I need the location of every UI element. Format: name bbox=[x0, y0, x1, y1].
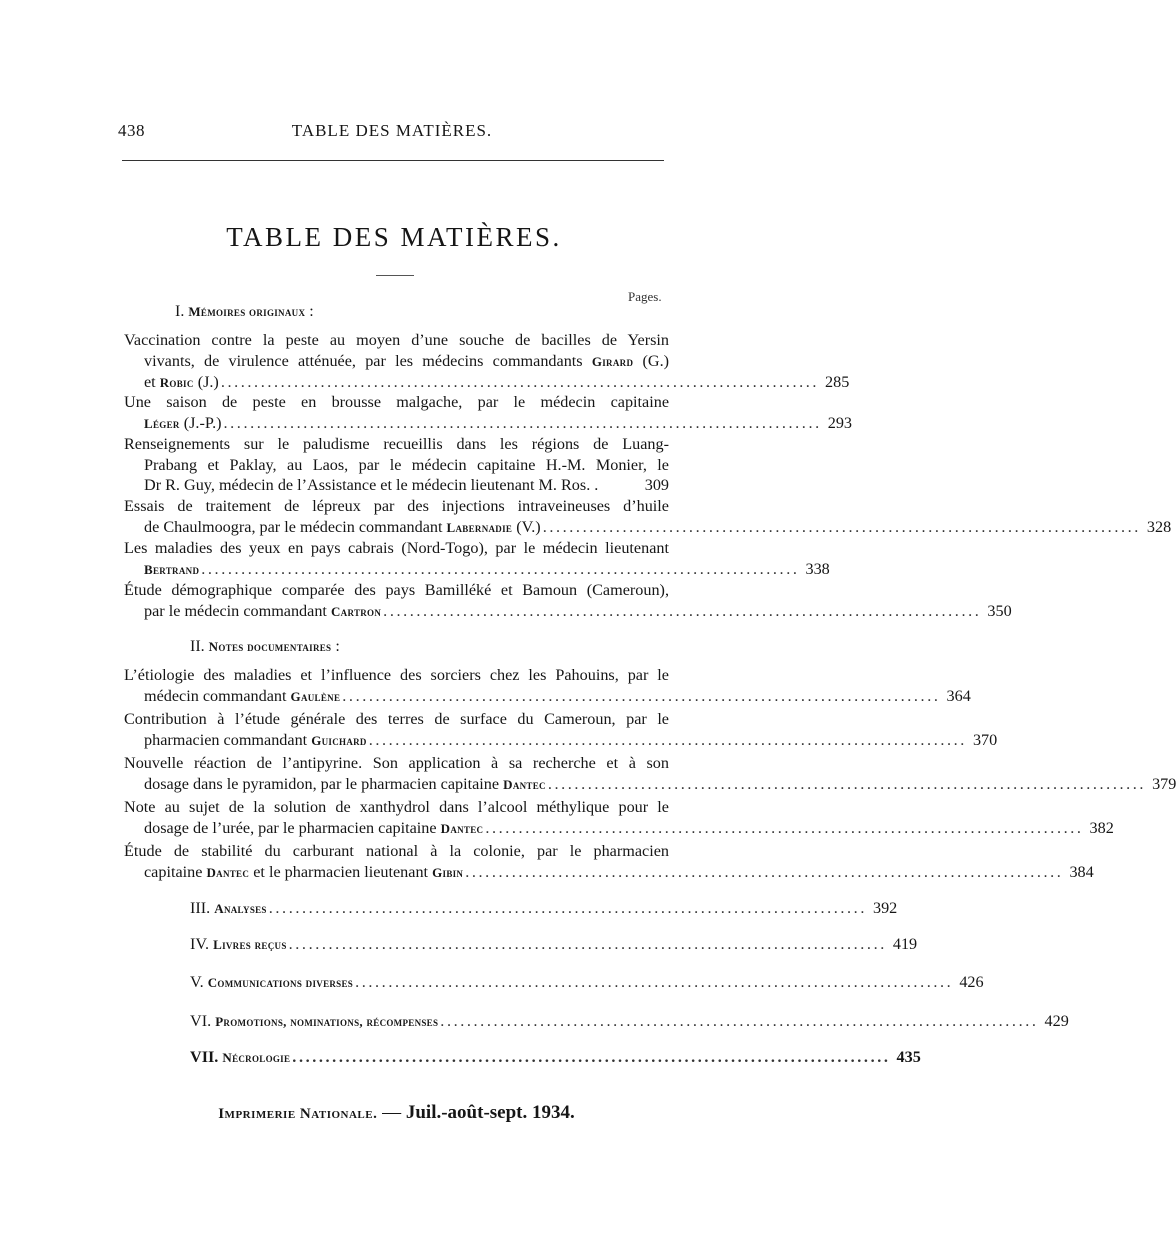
header-rule bbox=[122, 160, 664, 161]
leader-dots: .......................................................................................... bbox=[542, 517, 1141, 536]
section-label: Analyses bbox=[214, 901, 267, 916]
entry-line: vivants, de virulence atténuée, par les médecins commandants Girard (G.) bbox=[144, 351, 670, 370]
entry-page: 285 bbox=[825, 373, 850, 392]
toc-entry bbox=[124, 797, 1114, 839]
toc-section-analyses bbox=[190, 899, 898, 918]
entry-page: 435 bbox=[896, 1048, 921, 1066]
entry-line: dosage de l’urée, par le pharmacien capitaine Dantec .......................................................................................... 382 bbox=[144, 818, 1114, 837]
leader-dots: .......................................................................................... bbox=[223, 413, 822, 432]
toc-section-promotions bbox=[190, 1012, 1069, 1031]
entry-line: L’étiologie des maladies et l’influence des sorciers chez les Pahouins, par le bbox=[124, 666, 669, 684]
leader-dots: .......................................................................................... bbox=[220, 373, 820, 392]
section-numeral: VII. bbox=[190, 1048, 219, 1066]
section-numeral: V. bbox=[190, 973, 204, 991]
running-title: TABLE DES MATIÈRES. bbox=[291, 121, 493, 140]
leader-dots: .......................................................................................... bbox=[368, 730, 967, 749]
imprint-line bbox=[124, 1102, 669, 1124]
entry-line: et Robic (J.) .......................................................................................... 285 bbox=[144, 373, 850, 392]
section-colon: : bbox=[335, 638, 340, 655]
section-numeral: II. bbox=[190, 638, 205, 655]
page-title: TABLE DES MATIÈRES. bbox=[226, 222, 562, 252]
toc-entry bbox=[124, 753, 1176, 795]
entry-line: Une saison de peste en brousse malgache, par le médecin capitaine bbox=[124, 393, 669, 411]
leader-dots: .......................................................................................... bbox=[288, 935, 887, 953]
section-numeral: IV. bbox=[190, 935, 210, 953]
entry-line: Dr R. Guy, médecin de l’Assistance et le médecin lieutenant M. Ros. . 309 bbox=[144, 476, 669, 495]
toc-section-necrologie bbox=[190, 1048, 921, 1067]
section-numeral: III. bbox=[190, 899, 211, 917]
leader-dots: .......................................................................................... bbox=[547, 774, 1147, 793]
author-name: Dantec bbox=[503, 776, 546, 792]
author-name: Dantec bbox=[206, 864, 250, 880]
title-rule bbox=[376, 275, 414, 276]
entry-line: Vaccination contre la peste au moyen d’une souche de bacilles de Yersin bbox=[124, 331, 669, 349]
author-name: Dantec bbox=[440, 820, 484, 836]
leader-dots: .......................................................................................... bbox=[383, 601, 982, 620]
entry-line: Essais de traitement de lépreux par des injections intraveineuses d’huile bbox=[124, 497, 669, 515]
section-colon: : bbox=[309, 303, 314, 320]
toc-entry bbox=[124, 709, 998, 751]
entry-page: 350 bbox=[987, 601, 1012, 620]
entry-line: médecin commandant Gaulène .......................................................................................... 364 bbox=[144, 686, 971, 705]
entry-page: 392 bbox=[872, 899, 898, 917]
entry-line: Les maladies des yeux en pays cabrais (Nord-Togo), par le médecin lieutenant bbox=[124, 539, 669, 557]
imprint-dash: — bbox=[382, 1102, 402, 1123]
section-heading-memoires bbox=[175, 303, 314, 321]
entry-page: 338 bbox=[805, 559, 830, 578]
toc-entry bbox=[124, 434, 669, 496]
imprint-date: Juil.-août-sept. 1934. bbox=[405, 1102, 575, 1123]
toc-entry bbox=[124, 580, 1012, 622]
entry-line bbox=[124, 559, 830, 581]
toc-entry bbox=[124, 538, 830, 580]
section-numeral: I. bbox=[175, 303, 185, 320]
page-number: 438 bbox=[118, 121, 145, 140]
section-label: Nécrologie bbox=[222, 1050, 291, 1065]
entry-page: 429 bbox=[1044, 1012, 1069, 1030]
entry-line: Étude de stabilité du carburant national à la colonie, par le pharmacien bbox=[124, 842, 669, 860]
entry-line: Léger (J.-P.) .......................................................................................... 293 bbox=[144, 413, 853, 432]
section-label: Promotions, nominations, récompenses bbox=[215, 1014, 439, 1029]
entry-page: 382 bbox=[1089, 818, 1114, 837]
author-name: Robic bbox=[159, 375, 194, 391]
entry-line: Contribution à l’étude générale des terres de surface du Cameroun, par le bbox=[124, 710, 669, 728]
running-header bbox=[118, 121, 666, 141]
section-label: Mémoires originaux bbox=[188, 304, 306, 319]
entry-line: pharmacien commandant Guichard .......................................................................................... 370 bbox=[144, 730, 998, 749]
author-name: Labernadie bbox=[446, 519, 513, 535]
entry-line: Prabang et Paklay, au Laos, par le médecin capitaine H.-M. Monier, le bbox=[144, 455, 669, 474]
leader-dots: .......................................................................................... bbox=[292, 1048, 891, 1066]
pages-column-label: Pages. bbox=[628, 289, 662, 304]
section-label: Livres reçus bbox=[213, 937, 287, 952]
toc-section-livres bbox=[190, 935, 918, 954]
leader-dots: .......................................................................................... bbox=[268, 899, 867, 917]
entry-line: Étude démographique comparée des pays Bamilléké et Bamoun (Cameroun), bbox=[124, 581, 669, 599]
toc-entry bbox=[124, 392, 853, 434]
printer-name: Imprimerie Nationale. bbox=[218, 1106, 378, 1122]
section-label: Notes documentaires bbox=[208, 639, 332, 654]
entry-line: Note au sujet de la solution de xanthydrol dans l’alcool méthylique pour le bbox=[124, 798, 669, 816]
entry-page: 384 bbox=[1069, 862, 1094, 881]
entry-page: 370 bbox=[972, 730, 998, 749]
entry-page: 379 bbox=[1152, 774, 1176, 793]
leader-dots: .......................................................................................... bbox=[440, 1012, 1039, 1030]
leader-dots: .......................................................................................... bbox=[465, 862, 1064, 881]
entry-line: par le médecin commandant Cartron .......................................................................................... 350 bbox=[144, 601, 1012, 620]
entry-page: 328 bbox=[1146, 517, 1172, 536]
toc-section-communications bbox=[190, 973, 984, 992]
leader-dots: .......................................................................................... bbox=[355, 973, 954, 991]
entry-page: 309 bbox=[644, 476, 669, 495]
entry-line: de Chaulmoogra, par le médecin commandant Labernadie (V.) .......................................................................................... 328 bbox=[144, 517, 1172, 536]
entry-page: 364 bbox=[946, 686, 971, 705]
toc-entry bbox=[124, 841, 1094, 883]
author-name: Gaulène bbox=[290, 688, 341, 704]
leader-dots: .......................................................................................... bbox=[342, 686, 941, 705]
leader-dots: .......................................................................................... bbox=[485, 818, 1084, 837]
author-name: Bertrand bbox=[144, 561, 200, 577]
toc-entry bbox=[124, 665, 971, 707]
section-heading-notes bbox=[190, 638, 340, 656]
author-name: Cartron bbox=[330, 603, 382, 619]
section-numeral: VI. bbox=[190, 1012, 212, 1030]
author-name: Girard bbox=[591, 353, 634, 369]
section-label: Communications diverses bbox=[207, 975, 354, 990]
entry-line: Renseignements sur le paludisme recueillis dans les régions de Luang- bbox=[124, 435, 669, 453]
toc-entry bbox=[124, 330, 850, 394]
entry-line: Nouvelle réaction de l’antipyrine. Son application à sa recherche et à son bbox=[124, 754, 669, 772]
author-name: Léger bbox=[144, 415, 180, 431]
toc-entry bbox=[124, 496, 1172, 538]
entry-page: 419 bbox=[892, 935, 918, 953]
entry-line: capitaine Dantec et le pharmacien lieutenant Gibin .......................................................................................... 384 bbox=[144, 862, 1094, 881]
author-name: Gibin bbox=[432, 864, 464, 880]
leader-dots: .......................................................................................... bbox=[201, 559, 800, 578]
entry-page: 293 bbox=[827, 413, 853, 432]
entry-line: dosage dans le pyramidon, par le pharmacien capitaine Dantec .......................................................................................... 379 bbox=[144, 774, 1176, 793]
author-name: Guichard bbox=[311, 732, 367, 748]
entry-page: 426 bbox=[959, 973, 984, 991]
